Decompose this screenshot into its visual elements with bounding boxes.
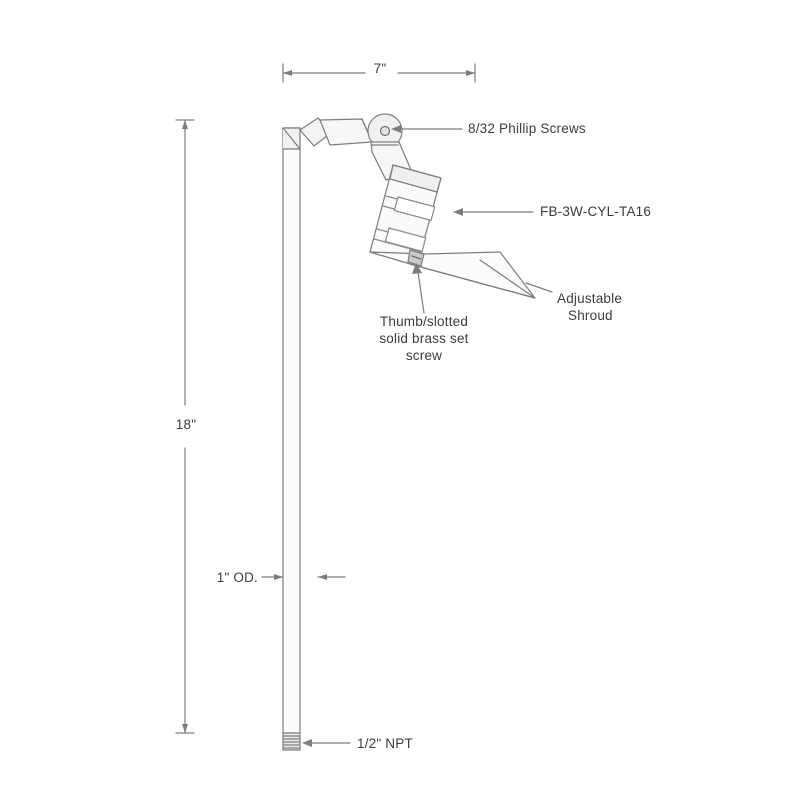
callout-set-screw-line1: Thumb/slotted (379, 314, 469, 329)
leader-model (453, 208, 533, 216)
npt-dimension-label: 1/2" NPT (357, 736, 413, 751)
fixture-body (370, 165, 441, 266)
npt-threaded-end (283, 733, 300, 750)
callout-set-screw-line3: screw (405, 348, 443, 363)
width-dimension-label: 7" (373, 61, 387, 76)
callout-set-screw-line2: solid brass set (379, 331, 469, 346)
callout-phillip-screws: 8/32 Phillip Screws (468, 121, 586, 136)
od-dimension (262, 574, 345, 580)
callout-adjustable-shroud-line2: Shroud (568, 308, 613, 323)
adjustable-shroud (370, 252, 535, 298)
post-stem (283, 128, 300, 733)
callout-model-number: FB-3W-CYL-TA16 (540, 204, 652, 219)
npt-leader (302, 739, 350, 747)
od-dimension-label: 1" OD. (216, 570, 258, 585)
arm-elbow (300, 118, 372, 146)
leader-setscrew (412, 263, 424, 313)
height-dimension-label: 18" (175, 417, 197, 432)
callout-adjustable-shroud-line1: Adjustable (557, 291, 623, 306)
